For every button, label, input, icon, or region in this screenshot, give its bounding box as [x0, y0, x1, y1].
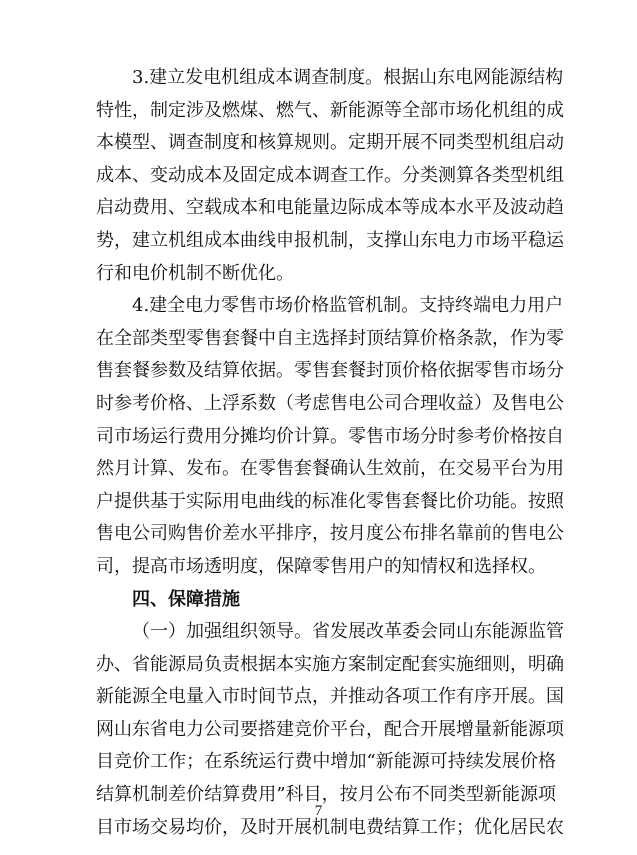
- paragraph-4-line-5: 司市场运行费用分摊均价计算。零售市场分时参考价格按自: [96, 425, 564, 447]
- paragraph-3-line-7: 行和电价机制不断优化。: [96, 262, 294, 284]
- paragraph-3-line-3: 本模型、调查制度和核算规则。定期开展不同类型机组启动: [96, 132, 564, 154]
- paragraph-5-line-3: 新能源全电量入市时间节点，并推动各项工作有序开展。国: [96, 686, 564, 708]
- paragraph-4-line-7: 户提供基于实际用电曲线的标准化零售套餐比价功能。按照: [96, 490, 564, 512]
- paragraph-4-line-1: 4.建全电力零售市场价格监管机制。支持终端电力用户: [132, 295, 564, 317]
- paragraph-5-line-5: 目竞价工作；在系统运行费中增加“新能源可持续发展价格: [96, 751, 556, 773]
- paragraph-5-line-7: 目市场交易均价，及时开展机制电费结算工作；优化居民农: [96, 816, 564, 838]
- paragraph-3-line-6: 势，建立机组成本曲线申报机制，支撑山东电力市场平稳运: [96, 229, 564, 251]
- paragraph-4-line-4: 时参考价格、上浮系数（考虑售电公司合理收益）及售电公: [96, 392, 564, 414]
- paragraph-4-line-3: 售套餐参数及结算依据。零售套餐封顶价格依据零售市场分: [96, 360, 564, 382]
- paragraph-3-line-2: 特性，制定涉及燃煤、燃气、新能源等全部市场化机组的成: [96, 99, 564, 121]
- page-number: 7: [314, 803, 323, 819]
- paragraph-5-line-1: （一）加强组织领导。省发展改革委会同山东能源监管: [132, 621, 564, 643]
- paragraph-4-line-2: 在全部类型零售套餐中自主选择封顶结算价格条款，作为零: [96, 327, 564, 349]
- paragraph-3-line-4: 成本、变动成本及固定成本调查工作。分类测算各类型机组: [96, 164, 564, 186]
- paragraph-4-line-8: 售电公司购售价差水平排序，按月度公布排名靠前的售电公: [96, 523, 564, 545]
- paragraph-5-line-4: 网山东省电力公司要搭建竞价平台，配合开展增量新能源项: [96, 718, 564, 740]
- paragraph-3-line-5: 启动费用、空载成本和电能量边际成本等成本水平及波动趋: [96, 197, 564, 219]
- document-body: [96, 62, 564, 844]
- paragraph-5-line-6: 结算机制差价结算费用”科目，按月公布不同类型新能源项: [96, 784, 556, 806]
- section-heading: 四、保障措施: [132, 588, 240, 610]
- paragraph-4-line-6: 然月计算、发布。在零售套餐确认生效前，在交易平台为用: [96, 458, 564, 480]
- paragraph-3-line-1: 3.建立发电机组成本调查制度。根据山东电网能源结构: [132, 67, 564, 88]
- paragraph-4-line-9: 司，提高市场透明度，保障零售用户的知情权和选择权。: [96, 555, 546, 577]
- paragraph-5-line-2: 办、省能源局负责根据本实施方案制定配套实施细则，明确: [96, 653, 564, 675]
